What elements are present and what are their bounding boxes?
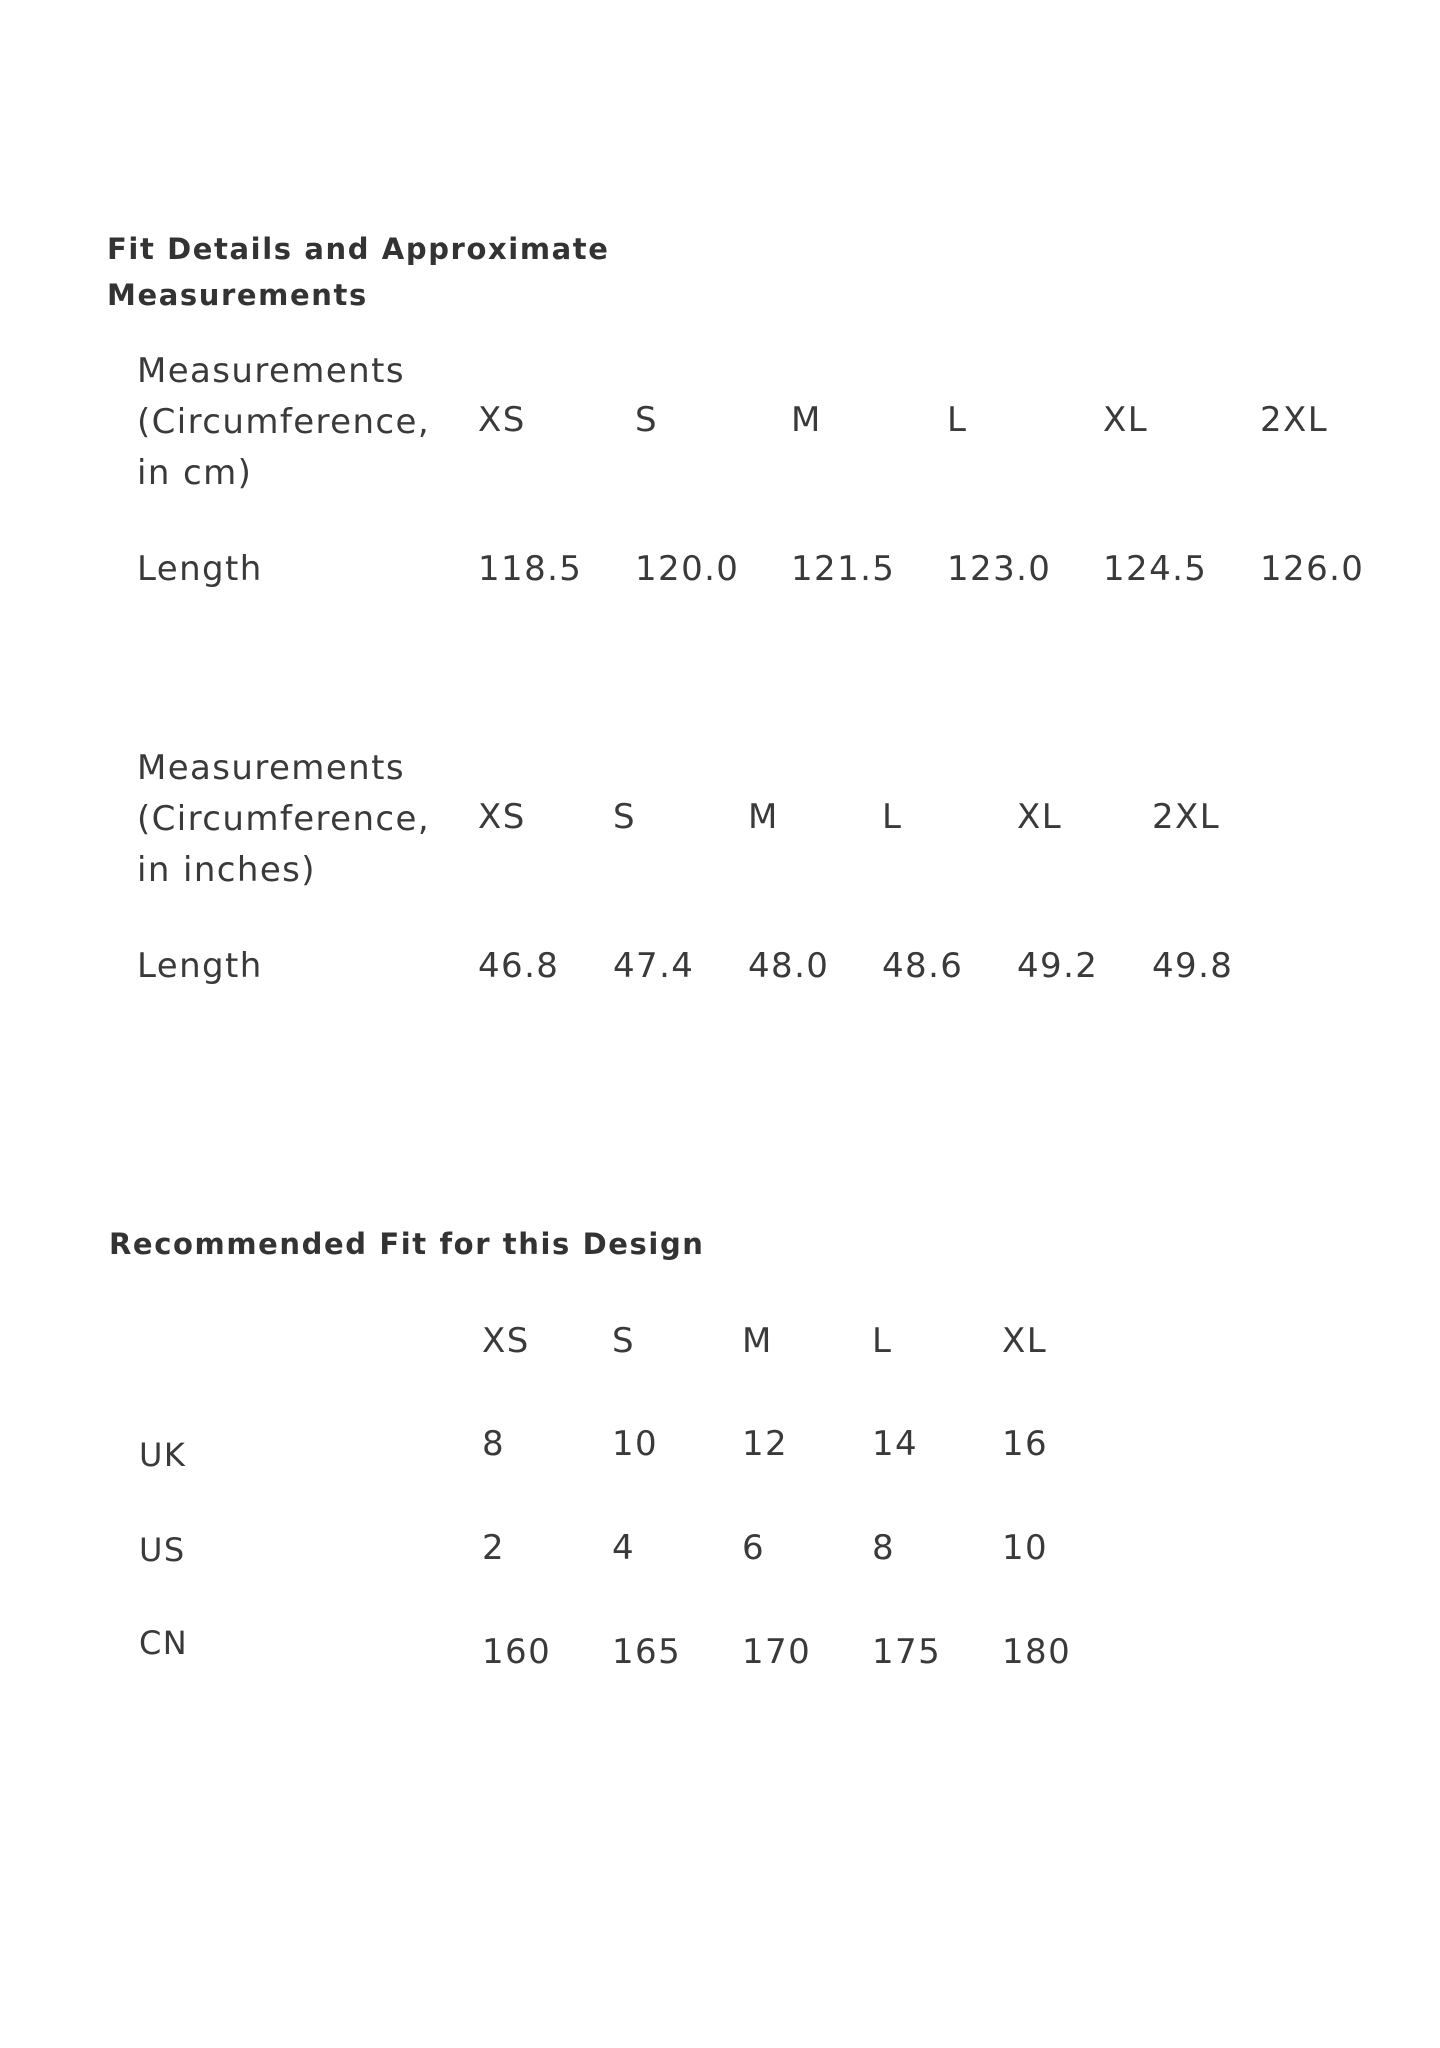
cm-size-2xl: 2XL [1260, 400, 1329, 440]
cm-table-header-label [137, 346, 430, 499]
inch-value-m: 48.0 [748, 946, 830, 986]
inch-size-2xl: 2XL [1152, 797, 1221, 837]
rec-cn-s: 165 [612, 1632, 682, 1672]
rec-us-m: 6 [742, 1528, 766, 1568]
rec-uk-m: 12 [742, 1424, 789, 1464]
inch-size-xl: XL [1017, 797, 1063, 837]
rec-size-m: M [742, 1321, 773, 1361]
inch-row-label: Length [137, 946, 263, 986]
rec-row-label-uk: UK [139, 1436, 187, 1474]
inch-value-xl: 49.2 [1017, 946, 1099, 986]
inch-size-s: S [613, 797, 636, 837]
rec-uk-xl: 16 [1002, 1424, 1049, 1464]
inch-value-s: 47.4 [613, 946, 695, 986]
cm-header-line3: in cm) [137, 453, 253, 493]
fit-details-title [107, 226, 727, 318]
rec-cn-m: 170 [742, 1632, 812, 1672]
rec-size-l: L [872, 1321, 893, 1361]
cm-value-xl: 124.5 [1103, 549, 1208, 589]
cm-row-label: Length [137, 549, 263, 589]
cm-value-xs: 118.5 [478, 549, 583, 589]
rec-us-s: 4 [612, 1528, 636, 1568]
rec-us-xs: 2 [482, 1528, 506, 1568]
inch-value-2xl: 49.8 [1152, 946, 1234, 986]
rec-size-xl: XL [1002, 1321, 1048, 1361]
inch-header-line1: Measurements [137, 748, 405, 788]
rec-us-xl: 10 [1002, 1528, 1049, 1568]
cm-size-l: L [947, 400, 968, 440]
inch-value-xs: 46.8 [478, 946, 560, 986]
cm-header-line1: Measurements [137, 351, 405, 391]
inch-size-xs: XS [478, 797, 526, 837]
cm-size-m: M [791, 400, 822, 440]
rec-cn-xs: 160 [482, 1632, 552, 1672]
cm-value-l: 123.0 [947, 549, 1052, 589]
inch-value-l: 48.6 [882, 946, 964, 986]
cm-header-line2: (Circumference, [137, 402, 431, 442]
inch-table-header-label [137, 743, 430, 896]
inch-size-l: L [882, 797, 903, 837]
rec-row-label-us: US [139, 1531, 186, 1569]
fit-details-title-line1: Fit Details and Approximate [107, 232, 610, 266]
cm-value-2xl: 126.0 [1260, 549, 1365, 589]
rec-cn-l: 175 [872, 1632, 942, 1672]
cm-size-s: S [635, 400, 658, 440]
cm-size-xs: XS [478, 400, 526, 440]
rec-us-l: 8 [872, 1528, 896, 1568]
rec-size-s: S [612, 1321, 635, 1361]
inch-header-line2: (Circumference, [137, 799, 431, 839]
rec-size-xs: XS [482, 1321, 530, 1361]
cm-size-xl: XL [1103, 400, 1149, 440]
cm-value-m: 121.5 [791, 549, 896, 589]
recommended-fit-title: Recommended Fit for this Design [109, 1227, 705, 1261]
rec-row-label-cn: CN [139, 1624, 189, 1662]
fit-details-title-line2: Measurements [107, 278, 368, 312]
rec-uk-s: 10 [612, 1424, 659, 1464]
rec-cn-xl: 180 [1002, 1632, 1072, 1672]
inch-size-m: M [748, 797, 779, 837]
rec-uk-xs: 8 [482, 1424, 506, 1464]
rec-uk-l: 14 [872, 1424, 919, 1464]
cm-value-s: 120.0 [635, 549, 740, 589]
inch-header-line3: in inches) [137, 850, 316, 890]
